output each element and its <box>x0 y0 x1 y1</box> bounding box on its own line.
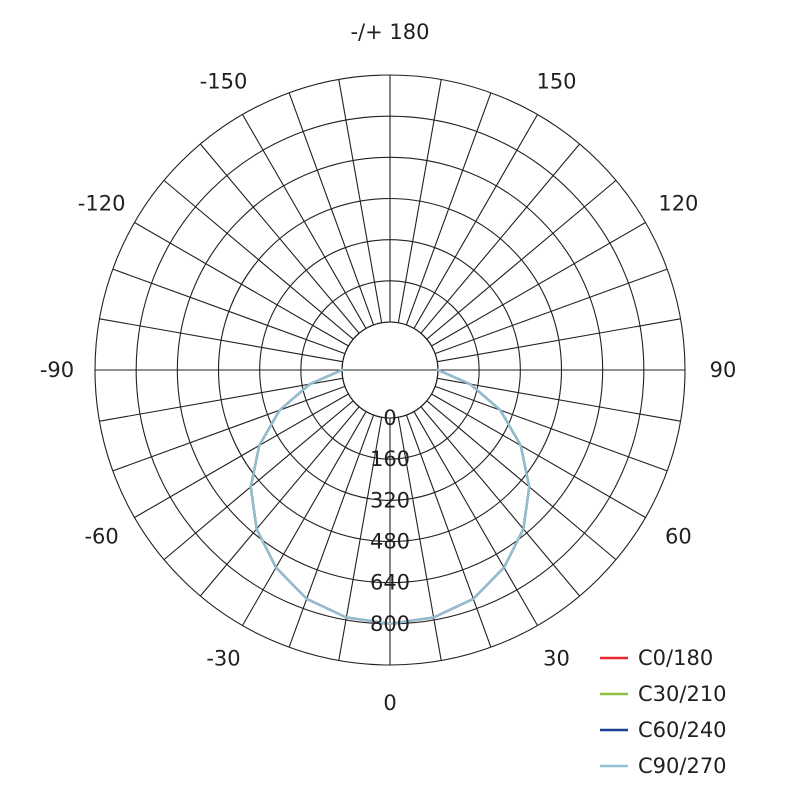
legend-label: C0/180 <box>638 646 714 670</box>
radial-tick-label: 800 <box>369 611 411 636</box>
legend <box>600 646 727 778</box>
grid-spoke <box>243 115 367 329</box>
radial-tick-label: 320 <box>369 488 411 513</box>
angle-tick-label: 60 <box>665 524 692 549</box>
angle-tick-label: -60 <box>84 524 119 549</box>
radial-tick-label: 160 <box>369 447 411 472</box>
grid-spoke <box>406 93 490 325</box>
angle-tick-label: 0 <box>383 691 397 715</box>
grid-spoke <box>435 269 667 353</box>
grid-spoke <box>421 144 580 333</box>
angle-tick-label: 30 <box>543 646 570 671</box>
angle-tick-label: -120 <box>77 191 126 216</box>
grid-spoke <box>200 407 359 596</box>
grid-spoke <box>289 415 373 647</box>
legend-label: C90/270 <box>638 754 727 778</box>
grid-spoke <box>432 223 646 347</box>
grid-spoke <box>200 144 359 333</box>
angle-tick-label: -90 <box>39 358 75 382</box>
grid-spoke <box>414 115 538 329</box>
grid-spoke <box>164 401 353 560</box>
radial-tick-label: 640 <box>369 570 411 595</box>
angle-tick-label: 90 <box>709 358 737 382</box>
angle-tick-label: -/+ 180 <box>350 20 430 44</box>
grid-spoke <box>164 180 353 339</box>
grid-spoke <box>113 269 345 353</box>
grid-spoke <box>421 407 580 596</box>
angle-tick-label: 120 <box>658 191 699 216</box>
angle-tick-label: -30 <box>206 646 241 671</box>
grid-spoke <box>289 93 373 325</box>
grid-spoke <box>427 180 616 339</box>
legend-label: C30/210 <box>638 682 727 706</box>
grid-spoke <box>135 394 349 518</box>
radial-tick-label: 480 <box>369 529 411 554</box>
angle-tick-label: -150 <box>199 69 248 94</box>
angle-tick-label: 150 <box>536 69 577 94</box>
grid-spoke <box>113 386 345 470</box>
angle-tick-labels <box>40 20 737 715</box>
radial-tick-label: 0 <box>383 406 397 430</box>
legend-label: C60/240 <box>638 718 727 742</box>
grid-spoke <box>427 401 616 560</box>
grid-spoke <box>432 394 646 518</box>
grid-spoke <box>406 415 490 647</box>
grid-spoke <box>435 386 667 470</box>
grid-spoke <box>135 223 349 347</box>
